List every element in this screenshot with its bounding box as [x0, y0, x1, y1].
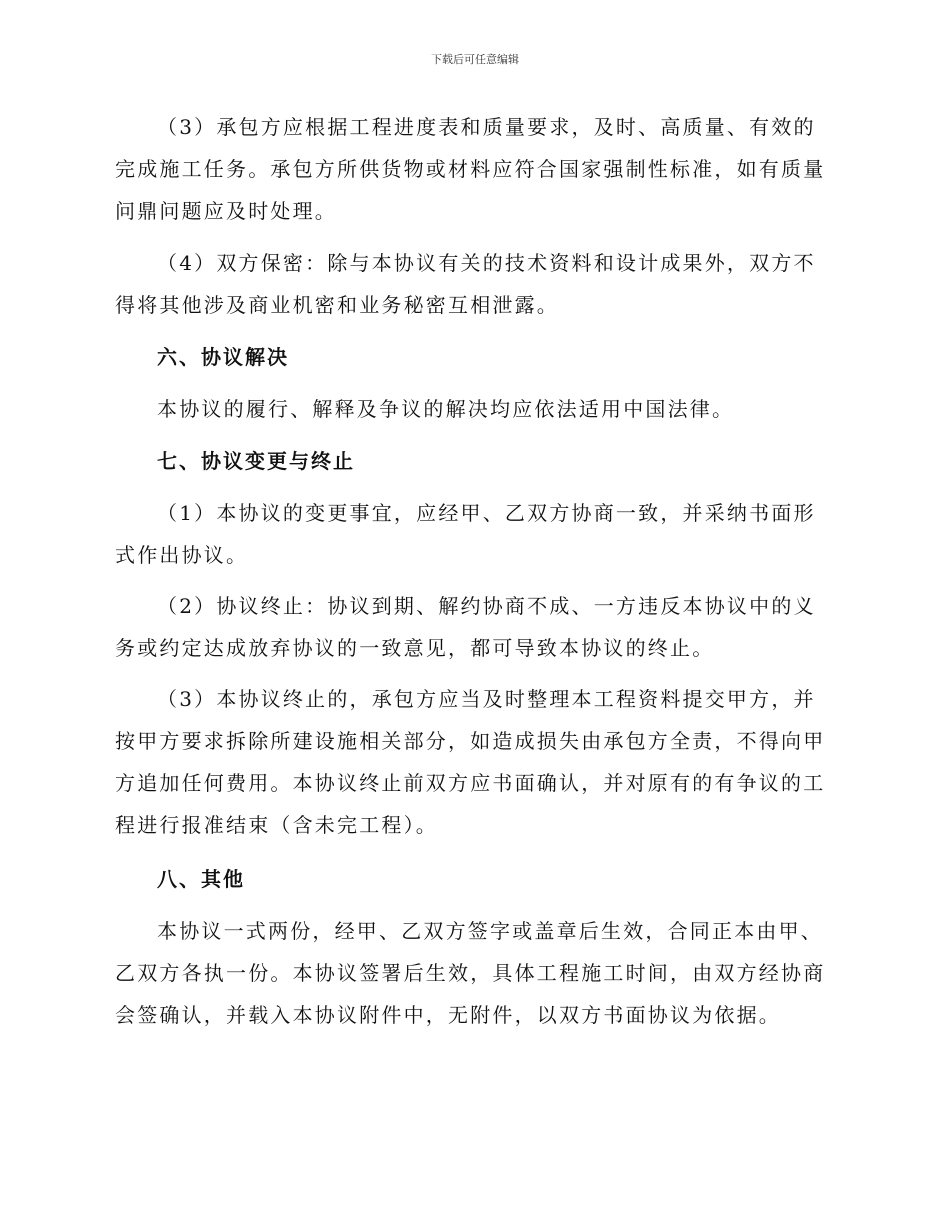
section-heading-8: 八、其他 — [157, 867, 245, 891]
page-header-note: 下载后可任意编辑 — [431, 53, 519, 66]
section-6-text: 本协议的履行、解释及争议的解决均应依法适用中国法律。 — [157, 397, 735, 421]
clause-5-3: （3）承包方应根据工程进度表和质量要求，及时、高质量、有效的完成施工任务。承包方所供货物或材料应符合国家强制性标准，如有质量问鼎问题应及时处理。 — [115, 115, 826, 223]
section-heading-7: 七、协议变更与终止 — [157, 449, 355, 473]
clause-7-3: （3）本协议终止的，承包方应当及时整理本工程资料提交甲方，并按甲方要求拆除所建设施相关部分，如造成损失由承包方全责，不得向甲方追加任何费用。本协议终止前双方应书面确认，并对原有的有争议的工程进行报准结束（含未完工程）。 — [115, 687, 826, 837]
clause-7-1: （1）本协议的变更事宜，应经甲、乙双方协商一致，并采纳书面形式作出协议。 — [115, 501, 816, 567]
section-8-text: 本协议一式两份，经甲、乙双方签字或盖章后生效，合同正本由甲、乙双方各执一份。本协议签署后生效，具体工程施工时间，由双方经协商会签确认，并载入本协议附件中，无附件，以双方书面协议为依据。 — [115, 919, 826, 1027]
clause-7-2: （2）协议终止：协议到期、解约协商不成、一方违反本协议中的义务或约定达成放弃协议的一致意见，都可导致本协议的终止。 — [115, 594, 816, 660]
clause-5-4: （4）双方保密：除与本协议有关的技术资料和设计成果外，双方不得将其他涉及商业机密和业务秘密互相泄露。 — [115, 251, 816, 317]
section-heading-6: 六、协议解决 — [157, 345, 289, 369]
